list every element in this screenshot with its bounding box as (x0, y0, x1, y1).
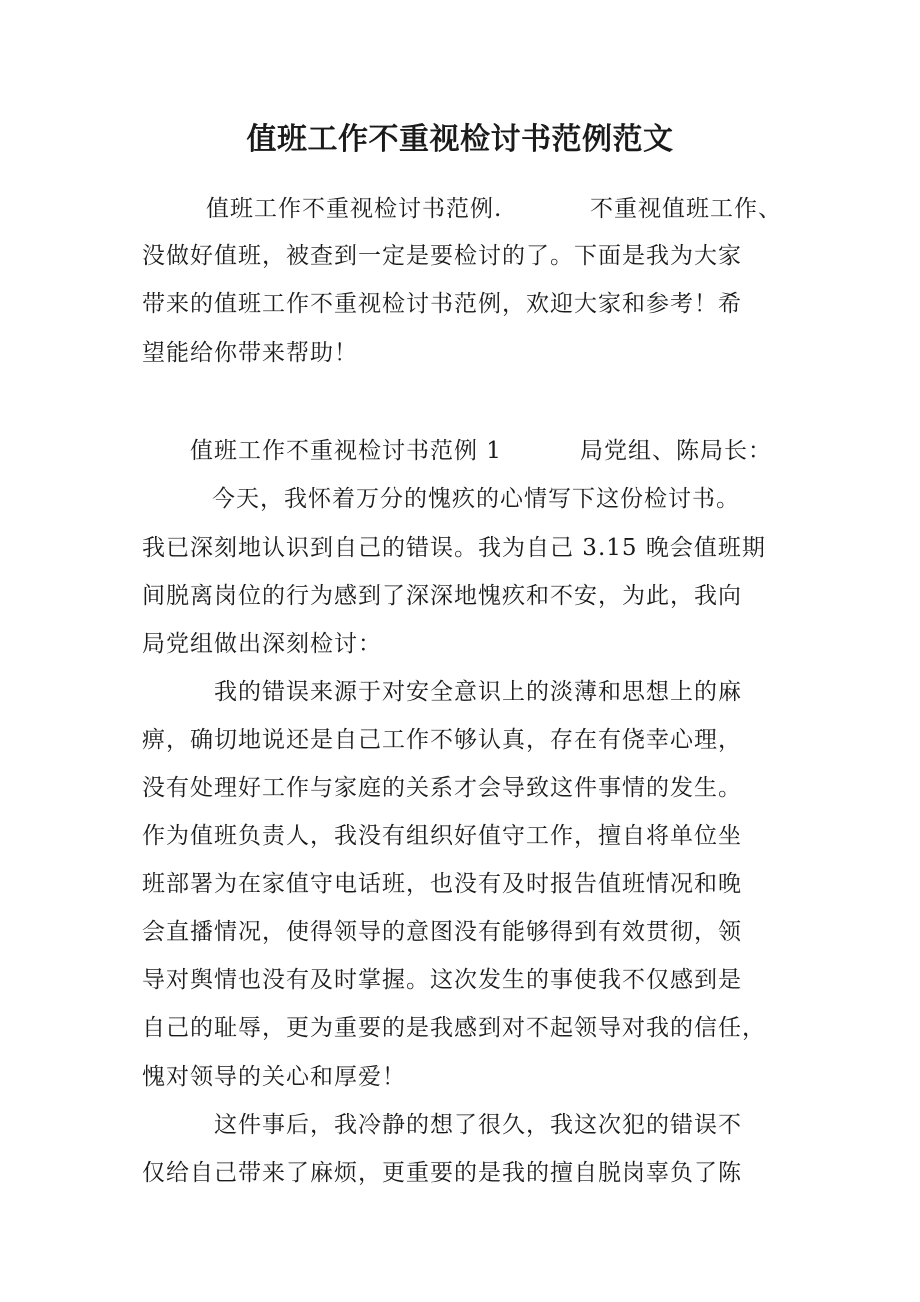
example1-heading-right: 局党组、陈局长： (580, 438, 772, 464)
para2-line-9: 愧对领导的关心和厚爱！ (142, 1064, 406, 1090)
para2-line-1: 我的错误来源于对安全意识上的淡薄和思想上的麻 (214, 679, 742, 705)
para3-line-1: 这件事后，我冷静的想了很久，我这次犯的错误不 (214, 1112, 742, 1138)
intro-line-3: 带来的值班工作不重视检讨书范例，欢迎大家和参考！希 (142, 291, 742, 317)
para2-line-6: 会直播情况，使得领导的意图没有能够得到有效贯彻，领 (142, 919, 742, 945)
intro-line-1a: 值班工作不重视检讨书范例. (206, 196, 503, 222)
para1-line-1: 今天，我怀着万分的愧疚的心情写下这份检讨书。 (212, 486, 740, 512)
para1-line-2: 我已深刻地认识到自己的错误。我为自己 3.15 晚会值班期 (142, 535, 766, 561)
document-title: 值班工作不重视检讨书范例范文 (246, 122, 674, 157)
example1-heading-left: 值班工作不重视检讨书范例 1 (190, 438, 502, 464)
intro-line-2: 没做好值班，被查到一定是要检讨的了。下面是我为大家 (142, 243, 742, 269)
intro-line-1b: 不重视值班工作、 (590, 196, 782, 222)
para2-line-7: 导对舆情也没有及时掌握。这次发生的事使我不仅感到是 (142, 967, 742, 993)
para2-line-2: 痹，确切地说还是自己工作不够认真，存在有侥幸心理， (142, 727, 742, 753)
intro-line-4: 望能给你带来帮助！ (142, 340, 358, 366)
para2-line-4: 作为值班负责人，我没有组织好值守工作，擅自将单位坐 (142, 823, 742, 849)
para2-line-3: 没有处理好工作与家庭的关系才会导致这件事情的发生。 (142, 775, 742, 801)
para2-line-8: 自己的耻辱，更为重要的是我感到对不起领导对我的信任， (142, 1015, 766, 1041)
para1-line-3: 间脱离岗位的行为感到了深深地愧疚和不安，为此，我向 (142, 583, 742, 609)
para1-line-4: 局党组做出深刻检讨： (142, 631, 382, 657)
para2-line-5: 班部署为在家值守电话班，也没有及时报告值班情况和晚 (142, 871, 742, 897)
para3-line-2: 仅给自己带来了麻烦，更重要的是我的擅自脱岗辜负了陈 (142, 1160, 742, 1186)
